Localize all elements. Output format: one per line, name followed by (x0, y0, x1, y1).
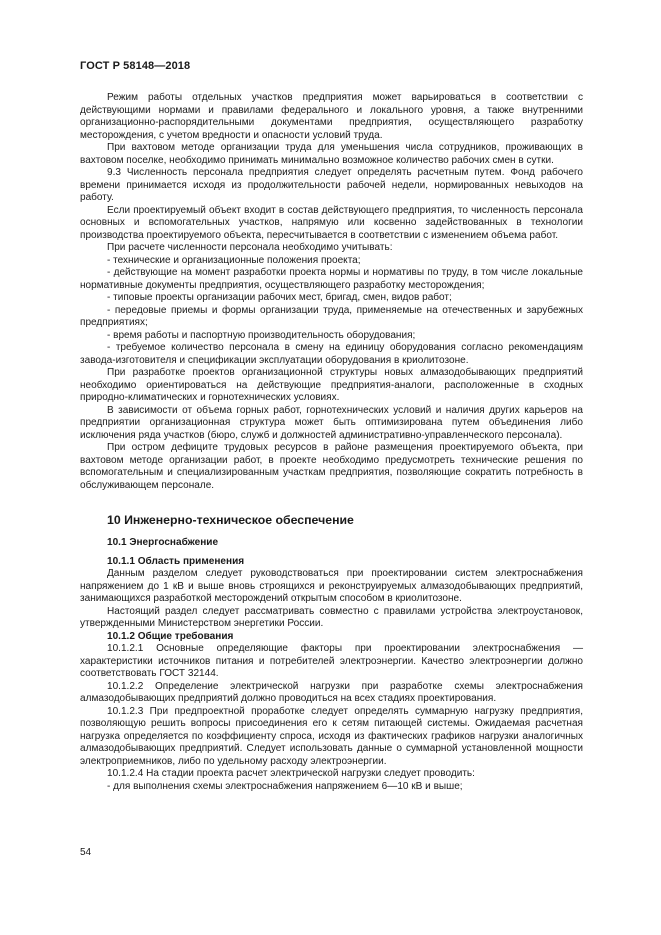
paragraph: При вахтовом методе организации труда для уменьшения числа сотрудников, проживающих в вахтовом поселке, необходимо принимать минимально возможное количество рабочих смен в сутки. (80, 142, 583, 166)
list-item: - действующие на момент разработки проекта нормы и нормативы по труду, в том числе локальные нормативные документы предприятия, осуществляющего разработку месторождения; (80, 267, 583, 291)
list-item: - технические и организационные положения проекта; (107, 254, 361, 266)
paragraph: 10.1.2.3 При предпроектной проработке следует определять суммарную нагрузку предприятия, позволяющую решить вопросы присоединения его к сетям питающей системы. Ожидаемая расчетная нагрузка определяется по коэффициенту спроса, исходя из фактических графиков нагрузки аналогичных алмазодобывающих предприятий. Следует использовать данные о суммарной установленной мощности электроприемников, либо по удельному расходу электроэнергии. (80, 705, 583, 767)
clause-title-scope: 10.1.1 Область применения (107, 555, 245, 567)
paragraph: 10.1.2.1 Основные определяющие факторы при проектировании электроснабжения — характеристики источников питания и потребителей электроэнергии. Качество электроэнергии должно соответствовать ГОСТ 32144. (80, 643, 583, 679)
page-content (80, 92, 583, 793)
paragraph: При остром дефиците трудовых ресурсов в районе размещения проектируемого объекта, при вахтовом методе организации работ, в проекте необходимо предусмотреть технические решения по вспомогательным и специализированным участкам предприятия, позволяющие сократить потребность в обслуживающем персонале. (80, 442, 583, 491)
paragraph: Режим работы отдельных участков предприятия может варьироваться в соответствии с действующими нормами и правилами федерального и локального уровня, а также внутренними организационно-распорядительными документами предприятия, осуществляющего разработку месторождения, с учетом вредности и опасности условий труда. (80, 92, 583, 141)
list-item: - для выполнения схемы электроснабжения напряжением 6—10 кВ и выше; (107, 780, 463, 792)
list-item: - передовые приемы и формы организации труда, применяемые на отечественных и зарубежных предприятиях; (80, 304, 583, 328)
document-code: ГОСТ Р 58148—2018 (80, 60, 191, 72)
subsection-title: 10.1 Энергоснабжение (107, 537, 219, 548)
paragraph: 9.3 Численность персонала предприятия следует определять расчетным путем. Фонд рабочего времени принимается исходя из продолжительности рабочей недели, нормированных невыходов на работу. (80, 167, 583, 203)
paragraph: Данным разделом следует руководствоваться при проектировании систем электроснабжения напряжением до 1 кВ и выше вновь строящихся и реконструируемых алмазодобывающих предприятий, занимающихся разработкой месторождений открытым способом в криолитозоне. (80, 568, 583, 604)
paragraph: В зависимости от объема горных работ, горнотехнических условий и наличия других карьеров на предприятии организационная структура может быть оптимизирована путем объединения либо исключения ряда участков (бюро, служб и должностей административно-управленческого персонала). (80, 404, 583, 441)
paragraph: При разработке проектов организационной структуры новых алмазодобывающих предприятий необходимо ориентироваться на действующие предприятия-аналоги, расположенные в сходных природно-климатических и горнотехнических условиях. (80, 367, 583, 403)
page-number: 54 (80, 847, 92, 858)
paragraph: 10.1.2.4 На стадии проекта расчет электрической нагрузки следует проводить: (107, 768, 475, 779)
list-item: - требуемое количество персонала в смену на единицу оборудования согласно рекомендациям завода-изготовителя и спецификации эксплуатации оборудования в криолитозоне. (80, 342, 583, 366)
paragraph: 10.1.2.2 Определение электрической нагрузки при разработке схемы электроснабжения алмазодобывающих предприятий должно проводиться на всех стадиях проектирования. (80, 680, 583, 704)
clause-title-general: 10.1.2 Общие требования (107, 630, 234, 642)
list-item: - время работы и паспортную производительность оборудования; (107, 329, 416, 341)
paragraph: При расчете численности персонала необходимо учитывать: (107, 242, 393, 253)
section-title: 10 Инженерно-техническое обеспечение (107, 513, 354, 527)
paragraph: Если проектируемый объект входит в состав действующего предприятия, то численность персонала основных и вспомогательных участков, напрямую или косвенно задействованных в технологии производства проектируемого объекта, пересчитывается в соответствии с изменением объема работ. (80, 204, 583, 241)
paragraph: Настоящий раздел следует рассматривать совместно с правилами устройства электроустановок, утвержденными Министерством энергетики России. (80, 605, 583, 629)
list-item: - типовые проекты организации рабочих мест, бригад, смен, видов работ; (107, 292, 452, 303)
